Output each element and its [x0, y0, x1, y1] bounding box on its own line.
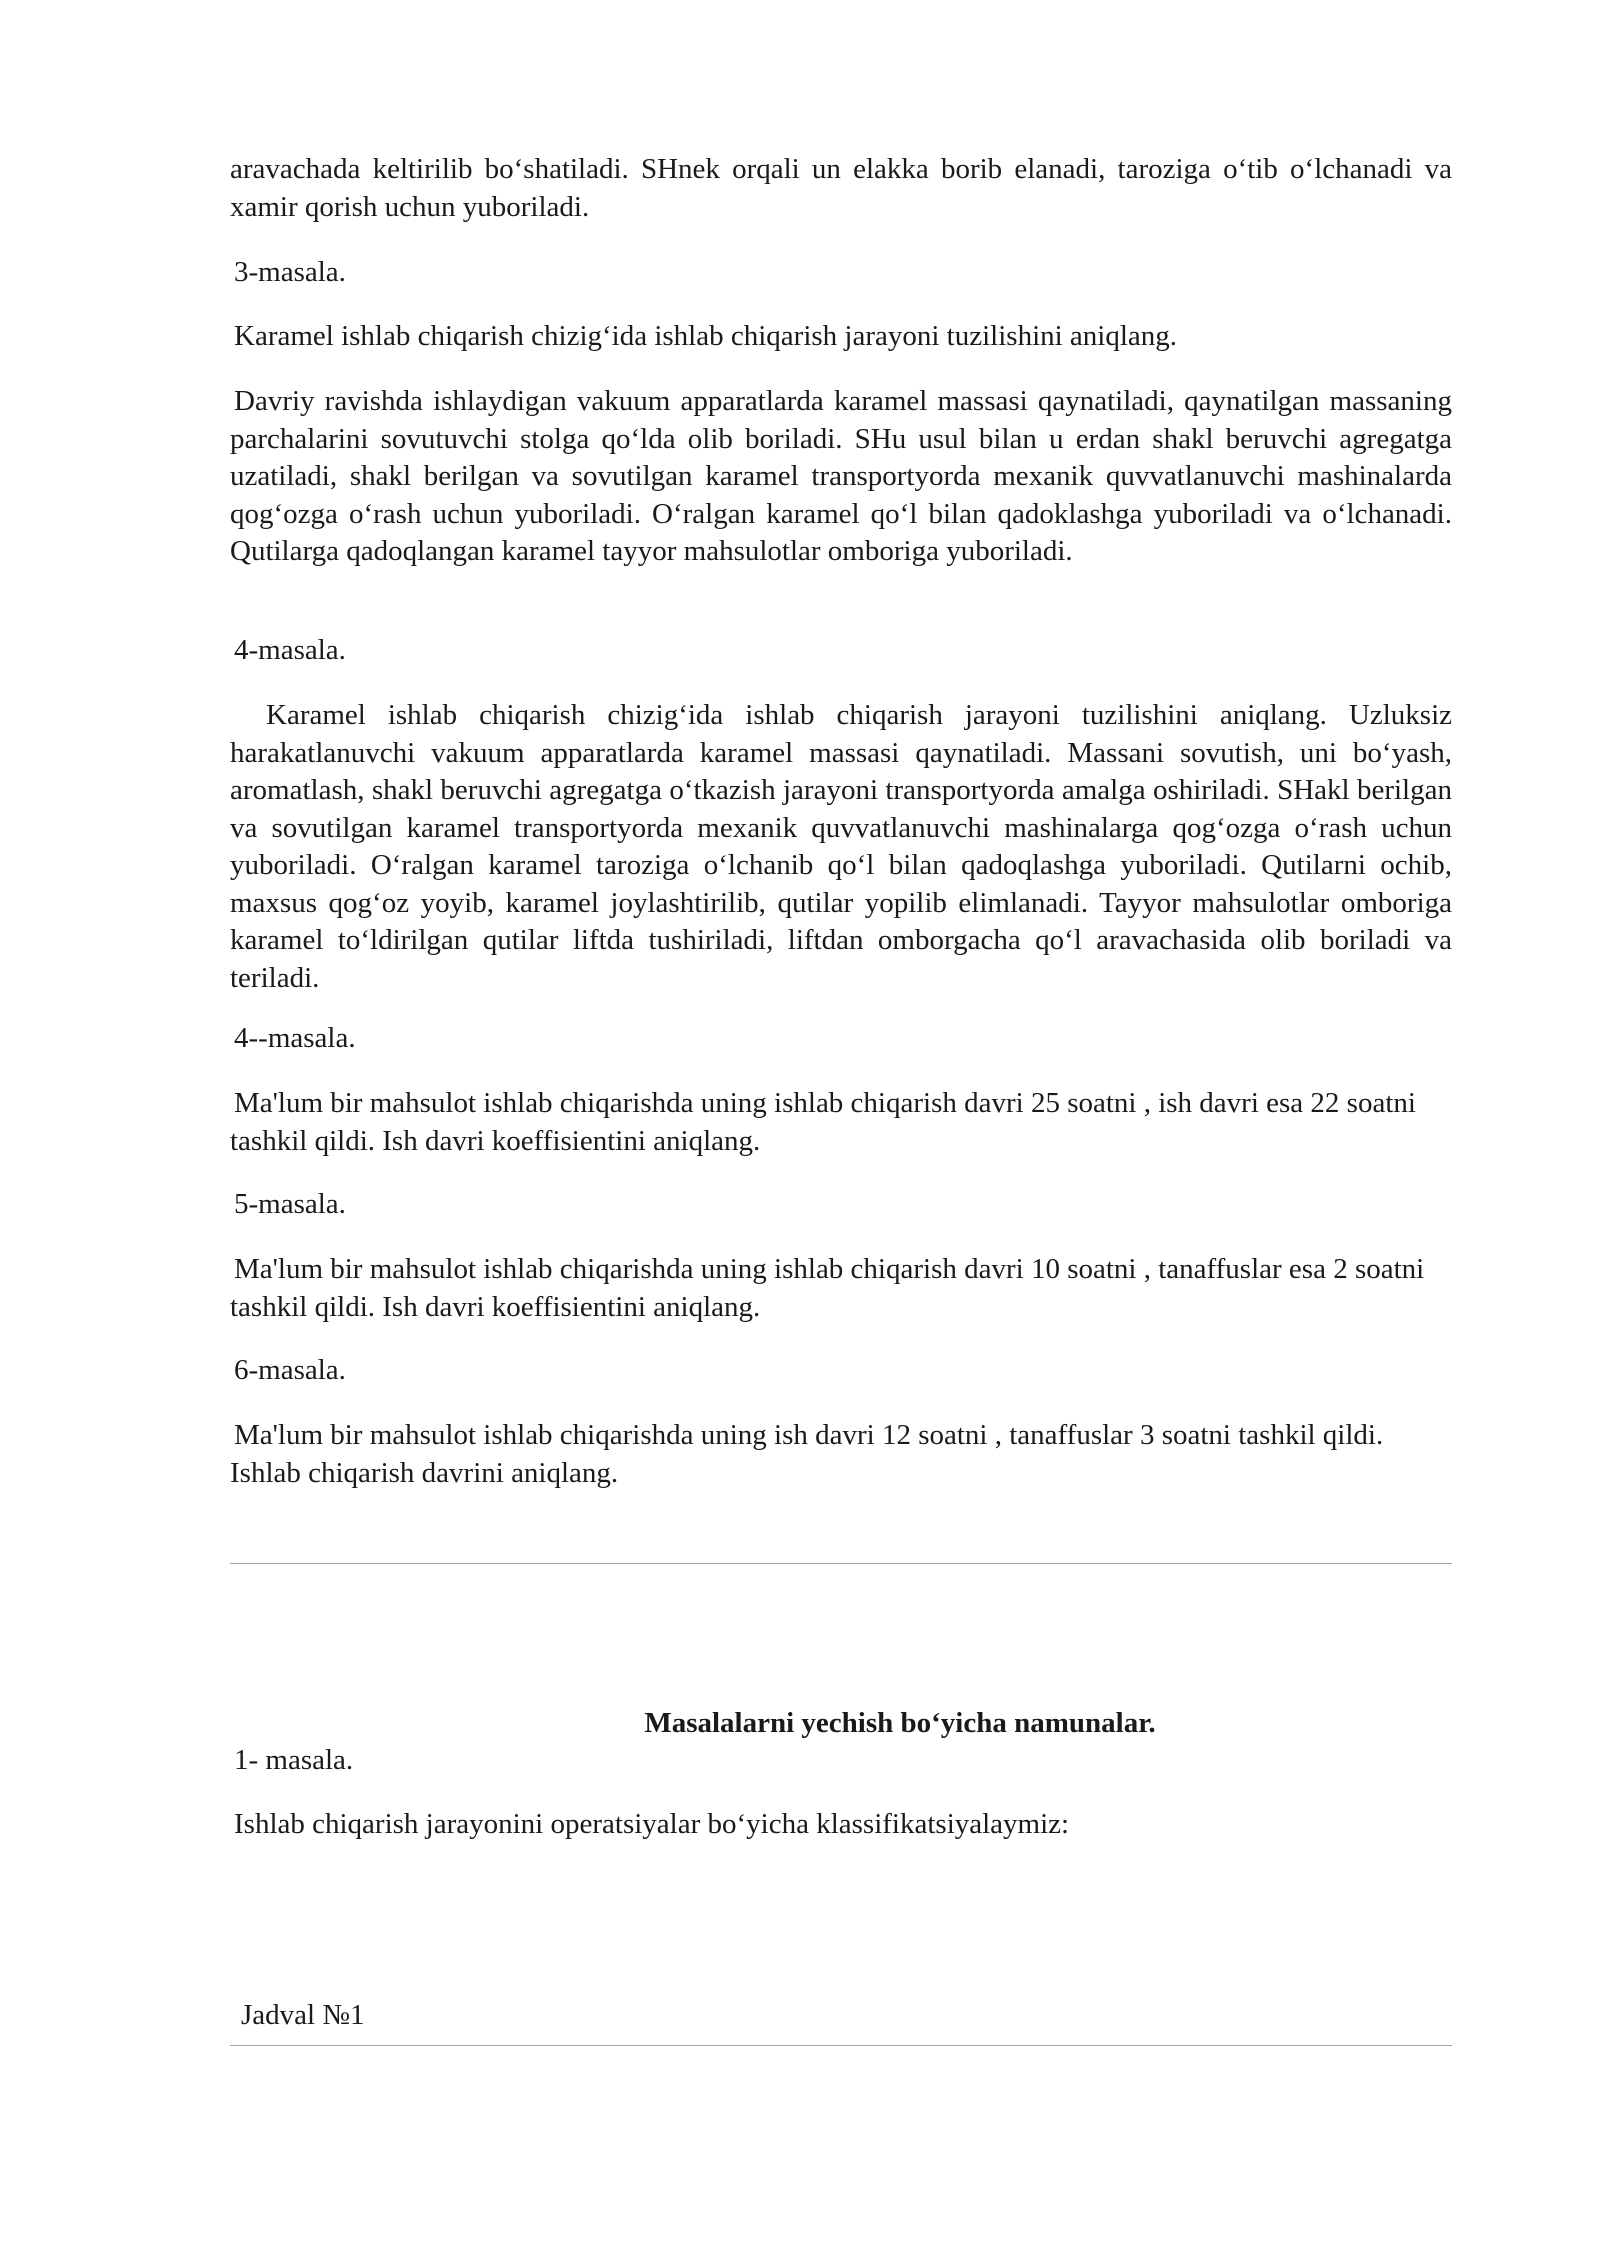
- task-label-6: 6-masala.: [234, 1354, 346, 1386]
- task-4-text: Karamel ishlab chiqarish chizig‘ida ishlab chiqarish jarayoni tuzilishini aniqlang. Uzluksiz harakatlanuvchi vakuum apparatlarda karamel massasi qaynatiladi. Massani sovutish, uni bo‘yash, aromatlash, shakl beruvchi agregatga o‘tkazish jarayoni transportyorda amalga oshiriladi. SHakl berilgan va sovutilgan karamel transportyorda mexanik quvvatlanuvchi mashinalarga qog‘ozga o‘rash uchun yuboriladi. O‘ralgan karamel taroziga o‘lchanib qo‘l bilan qadoqlashga yuboriladi. Qutilarni ochib, maxsus qog‘oz yoyib, karamel joylashtirilib, qutilar yopilib elimlanadi. Tayyor mahsulotlar omboriga karamel to‘ldirilgan qutilar liftda tushiriladi, liftdan omborgacha qo‘l aravachasida olib boriladi va teriladi.: [230, 699, 1452, 994]
- task-4b-text: Ma'lum bir mahsulot ishlab chiqarishda uning ishlab chiqarish davri 25 soatni , ish davri esa 22 soatni tashkil qildi. Ish davri koeffisientini aniqlang.: [230, 1087, 1416, 1157]
- task-label-3: 3-masala.: [234, 256, 346, 288]
- section-divider: [230, 1563, 1452, 1564]
- section-heading: Masalalarni yechish bo‘yicha namunalar.: [644, 1707, 1156, 1739]
- example-1-text: Ishlab chiqarish jarayonini operatsiyalar bo‘yicha klassifikatsiyalaymiz:: [234, 1808, 1070, 1840]
- paragraph-intro: aravachada keltirilib bo‘shatiladi. SHnek orqali un elakka borib elanadi, taroziga o‘tib o‘lchanadi va xamir qorish uchun yuboriladi.: [230, 153, 1452, 223]
- task-5-text: Ma'lum bir mahsulot ishlab chiqarishda uning ishlab chiqarish davri 10 soatni , tanaffuslar esa 2 soatni tashkil qildi. Ish davri koeffisientini aniqlang.: [230, 1253, 1425, 1323]
- example-label-1: 1- masala.: [234, 1744, 354, 1776]
- table-caption: Jadval №1: [241, 1999, 365, 2031]
- task-6-text: Ma'lum bir mahsulot ishlab chiqarishda uning ish davri 12 soatni , tanaffuslar 3 soatni tashkil qildi. Ishlab chiqarish davrini aniqlang.: [230, 1419, 1384, 1489]
- task-3-statement: Karamel ishlab chiqarish chizig‘ida ishlab chiqarish jarayoni tuzilishini aniqlang.: [234, 320, 1178, 352]
- task-label-4: 4-masala.: [234, 634, 346, 666]
- table-top-border: [230, 2045, 1452, 2046]
- task-label-4b: 4--masala.: [234, 1022, 356, 1054]
- task-3-text: Davriy ravishda ishlaydigan vakuum apparatlarda karamel massasi qaynatiladi, qaynatilgan massaning parchalarini sovutuvchi stolga qo‘lda olib boriladi. SHu usul bilan u erdan shakl beruvchi agregatga uzatiladi, shakl berilgan va sovutilgan karamel transportyorda mexanik quvvatlanuvchi mashinalarda qog‘ozga o‘rash uchun yuboriladi. O‘ralgan karamel qo‘l bilan qadoklashga yuboriladi va o‘lchanadi. Qutilarga qadoqlangan karamel tayyor mahsulotlar omboriga yuboriladi.: [230, 385, 1452, 567]
- task-label-5: 5-masala.: [234, 1188, 346, 1220]
